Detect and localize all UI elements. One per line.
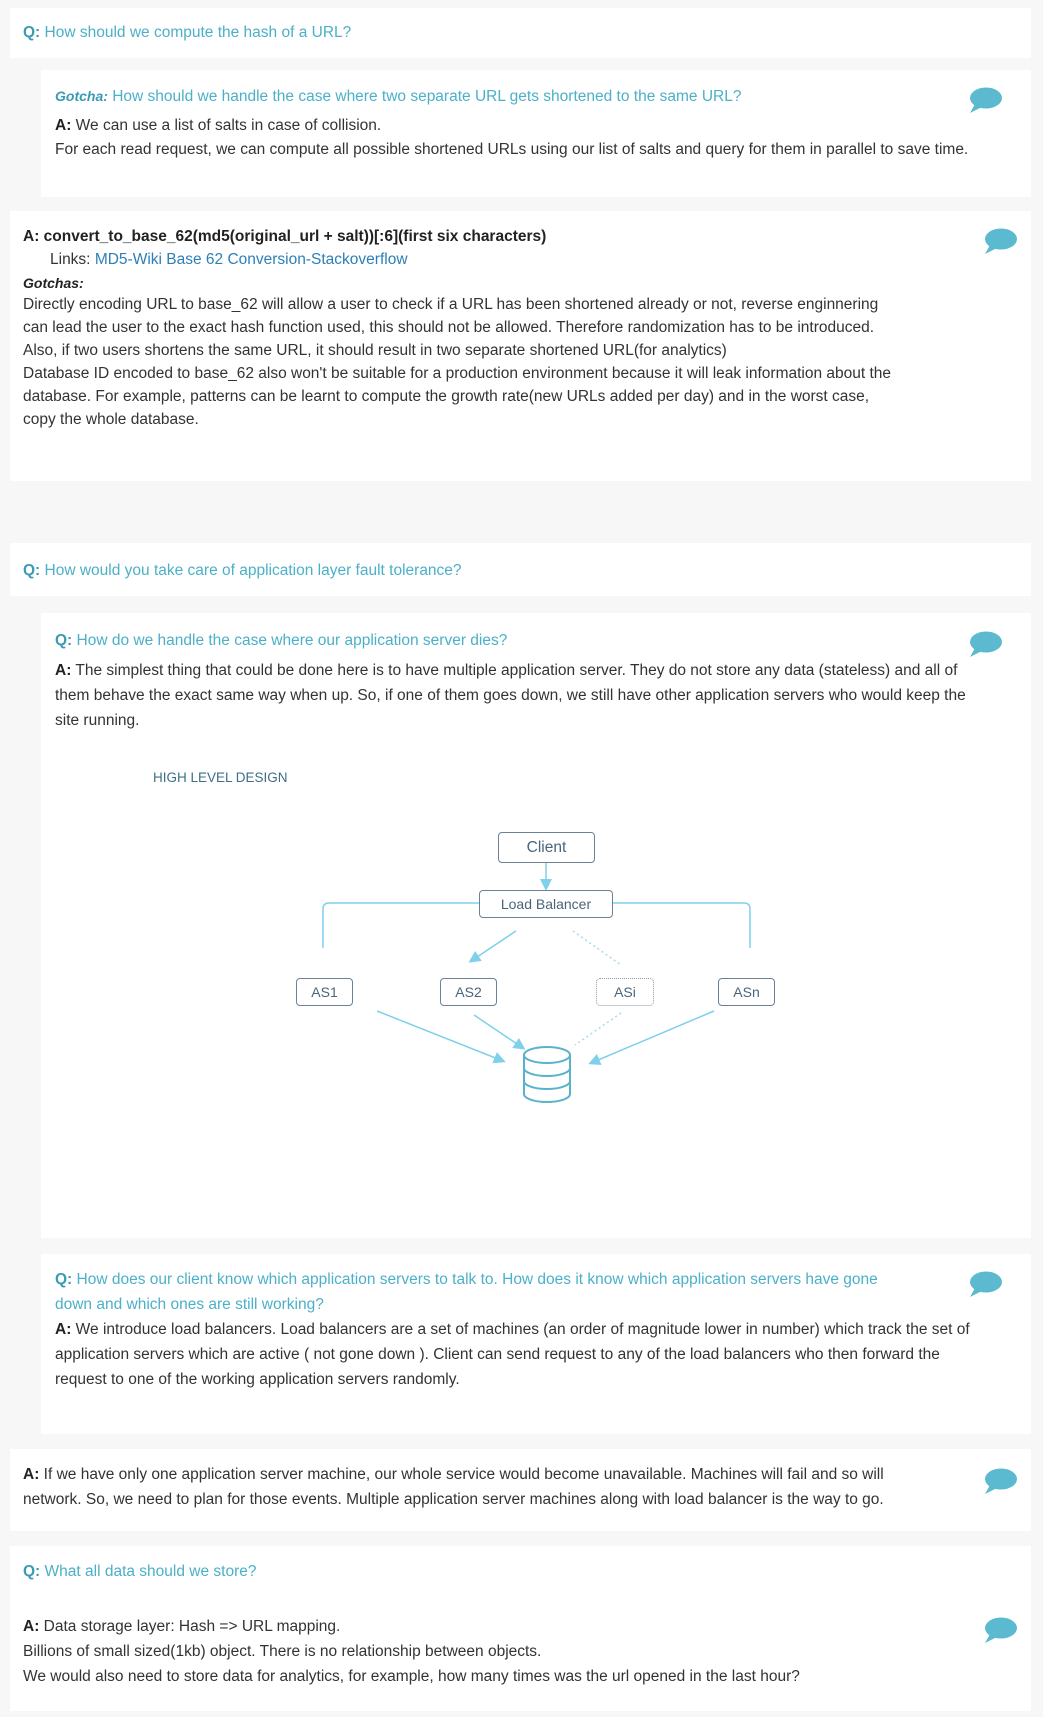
question-lb[interactable] — [55, 1267, 878, 1292]
lb-to-asn-line — [613, 903, 750, 948]
answer-line: Billions of small sized(1kb) object. There is no relationship between objects. — [23, 1643, 542, 1660]
answer-text: Data storage layer: Hash => URL mapping. — [43, 1618, 341, 1635]
answer-line — [23, 1614, 340, 1639]
question-text: How would you take care of application layer fault tolerance? — [44, 562, 462, 579]
comment-bubble-icon[interactable] — [982, 227, 1018, 257]
question-data-storage[interactable] — [23, 1559, 256, 1584]
question-label: Q: — [23, 562, 41, 579]
answer-line: site running. — [55, 712, 140, 729]
question-text: How should we compute the hash of a URL? — [44, 24, 352, 41]
gotchas-line: database. For example, patterns can be learnt to compute the growth rate(new URLs added per day) and in the worst case, — [23, 388, 870, 405]
question-label: Q: — [23, 1563, 41, 1580]
server-dies-card — [41, 613, 1031, 1238]
asn-node: ASn — [718, 978, 775, 1006]
answer-line: network. So, we need to plan for those events. Multiple application server machines along with load balancer is the way to go. — [23, 1491, 884, 1508]
question-card-hash — [10, 8, 1031, 58]
gotcha-label: Gotcha: — [55, 88, 108, 104]
question-text: How do we handle the case where our application server dies? — [76, 632, 508, 649]
as1-to-db-line — [377, 1011, 503, 1061]
answer-line — [23, 1462, 884, 1487]
question-text: How does our client know which application servers to talk to. How does it know which application servers have gone — [76, 1271, 878, 1288]
question-text: What all data should we store? — [44, 1563, 257, 1580]
question-label: Q: — [23, 24, 41, 41]
answer-card-fault-tolerance — [10, 1449, 1031, 1531]
asi-to-db-line — [575, 1013, 621, 1045]
answer-line: request to one of the working application servers randomly. — [55, 1371, 460, 1388]
as2-to-db-line — [474, 1015, 523, 1048]
diagram-connectors — [41, 613, 1031, 1238]
answer-label: A: — [55, 662, 72, 679]
answer-line: them behave the exact same way when up. So, if one of them goes down, we still have other application servers who would keep the — [55, 687, 966, 704]
as2-node: AS2 — [440, 978, 497, 1006]
link-base62-stackoverflow[interactable]: Base 62 Conversion-Stackoverflow — [166, 251, 408, 268]
asn-to-db-line — [591, 1011, 714, 1063]
lb-to-asi-line — [573, 931, 621, 965]
answer-text: We can use a list of salts in case of collision. — [75, 117, 382, 134]
load-balancer-node: Load Balancer — [479, 890, 613, 918]
gotcha-text: How should we handle the case where two separate URL gets shortened to the same URL? — [112, 88, 742, 105]
question-fault-tolerance[interactable] — [23, 558, 462, 583]
links-label: Links: — [50, 251, 91, 268]
gotchas-line: Also, if two users shortens the same URL, it should result in two separate shortened URL(for analytics) — [23, 342, 727, 359]
question-hash[interactable] — [23, 20, 351, 45]
gotcha-card-collision — [41, 70, 1031, 197]
answer-label: A: — [23, 228, 40, 245]
comment-bubble-icon[interactable] — [967, 1270, 1003, 1300]
as1-node: AS1 — [296, 978, 353, 1006]
answer-line: We would also need to store data for analytics, for example, how many times was the url opened in the last hour? — [23, 1668, 800, 1685]
link-md5-wiki[interactable]: MD5-Wiki — [94, 251, 162, 268]
gotchas-label: Gotchas: — [23, 275, 84, 291]
comment-bubble-icon[interactable] — [982, 1467, 1018, 1497]
answer-text: The simplest thing that could be done here is to have multiple application server. They do not store any data (stateless) and all of — [75, 662, 958, 679]
question-label: Q: — [55, 1271, 73, 1288]
answer-card-hash — [10, 211, 1031, 481]
question-text[interactable]: down and which ones are still working? — [55, 1296, 324, 1313]
formula-text: convert_to_base_62(md5(original_url + salt))[:6](first six characters) — [43, 228, 547, 245]
links-row — [50, 247, 408, 272]
answer-line: application servers which are active ( not gone down ). Client can send request to any of the load balancers who then forward the — [55, 1346, 940, 1363]
gotchas-line: Directly encoding URL to base_62 will allow a user to check if a URL has been shortened already or not, reverse enginnering — [23, 296, 879, 313]
comment-bubble-icon[interactable] — [967, 86, 1003, 116]
lb-to-as2-line — [471, 931, 516, 961]
asi-node: ASi — [596, 978, 654, 1006]
answer-label: A: — [23, 1466, 40, 1483]
answer-text: We introduce load balancers. Load balancers are a set of machines (an order of magnitude lower in number) which track the set of — [75, 1321, 970, 1338]
data-storage-card — [10, 1546, 1031, 1711]
load-balancer-card — [41, 1254, 1031, 1434]
answer-text: If we have only one application server machine, our whole service would become unavailable. Machines will fail and so will — [43, 1466, 884, 1483]
database-icon — [524, 1047, 570, 1102]
client-node: Client — [498, 832, 595, 863]
answer-label: A: — [23, 1618, 40, 1635]
answer-line: For each read request, we can compute all possible shortened URLs using our list of salts and query for them in parallel to save time. — [55, 141, 969, 158]
gotchas-line: Database ID encoded to base_62 also won't be suitable for a production environment because it will leak information about the — [23, 365, 892, 382]
answer-label: A: — [55, 117, 72, 134]
question-label: Q: — [55, 632, 73, 649]
comment-bubble-icon[interactable] — [982, 1616, 1018, 1646]
gotchas-line: copy the whole database. — [23, 411, 199, 428]
answer-line — [55, 1317, 970, 1342]
answer-formula — [23, 224, 546, 249]
answer-line — [55, 113, 381, 138]
gotcha-question[interactable] — [55, 84, 741, 109]
high-level-design-diagram — [41, 613, 1031, 1238]
gotchas-line: can lead the user to the exact hash function used, this should not be allowed. Therefore randomization has to be introduced. — [23, 319, 875, 336]
lb-to-as1-line — [323, 903, 479, 948]
answer-label: A: — [55, 1321, 72, 1338]
diagram-title: HIGH LEVEL DESIGN — [153, 770, 288, 785]
question-card-fault-tolerance — [10, 543, 1031, 596]
